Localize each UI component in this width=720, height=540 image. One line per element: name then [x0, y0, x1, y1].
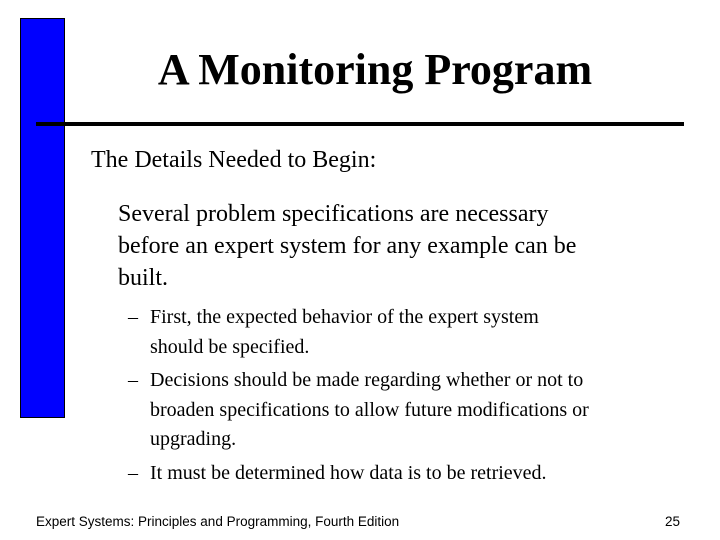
footer-book-title: Expert Systems: Principles and Programming, Fourth Edition	[36, 514, 400, 529]
bullet-line: should be specified.	[150, 335, 310, 358]
bullet-line: First, the expected behavior of the expert system	[150, 306, 539, 328]
paragraph-line: built.	[118, 265, 169, 291]
bullet-line: upgrading.	[150, 428, 237, 450]
section-heading: The Details Needed to Begin:	[91, 147, 377, 173]
bullet-list	[128, 303, 688, 492]
title-divider	[36, 122, 684, 126]
paragraph-line: Several problem specifications are necessary	[118, 201, 549, 227]
bullet-dash: –	[128, 306, 138, 328]
slide-title: A Monitoring Program	[157, 45, 593, 94]
bullet-dash: –	[128, 461, 138, 484]
blue-accent-bar	[20, 18, 65, 418]
footer-page-number: 25	[664, 514, 680, 529]
bullet-item	[128, 459, 688, 489]
bullet-line: Decisions should be made regarding whether or not to	[150, 369, 584, 391]
bullet-item	[128, 303, 688, 362]
bullet-item	[128, 366, 688, 455]
bullet-line: broaden specifications to allow future modifications or	[150, 398, 589, 421]
bullet-dash: –	[128, 369, 138, 391]
paragraph-line: before an expert system for any example can be	[118, 233, 577, 259]
body-paragraph	[118, 198, 678, 294]
bullet-line: It must be determined how data is to be retrieved.	[150, 461, 547, 484]
